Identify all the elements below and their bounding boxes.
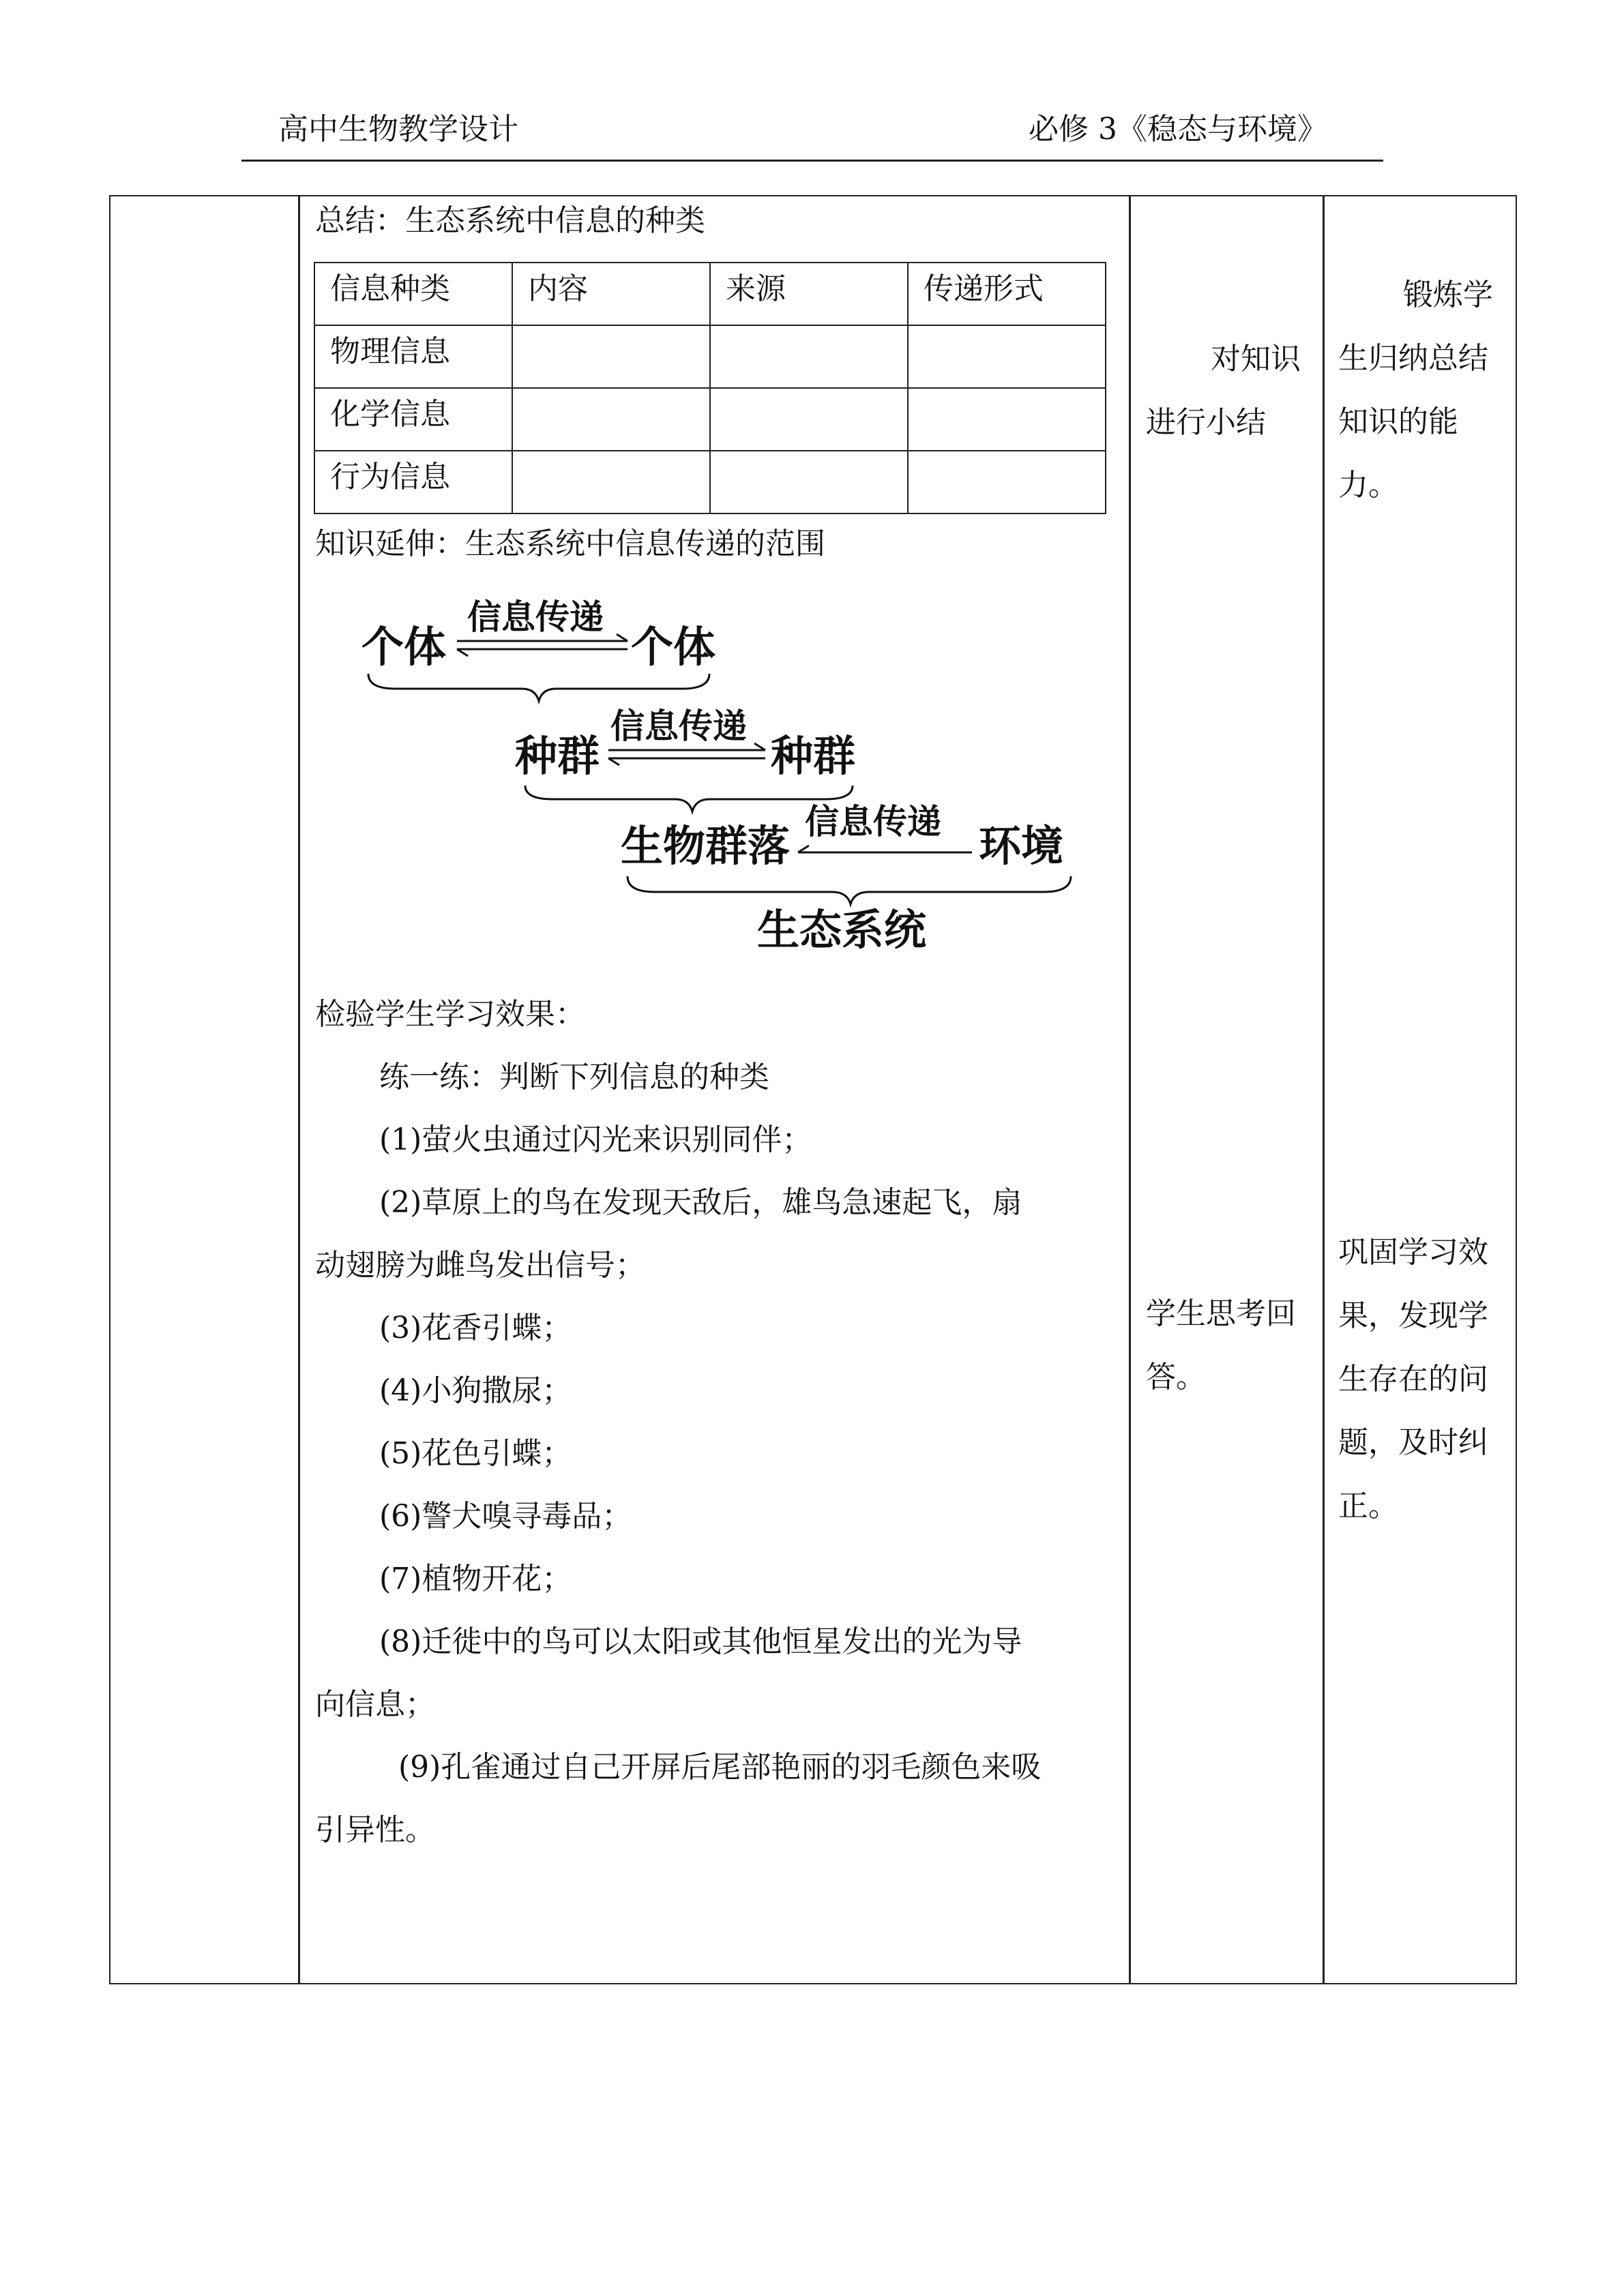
table-cell [512,325,710,388]
column-divider-1 [298,195,300,1984]
practice-item: 向信息； [315,1687,435,1722]
single-arrow-icon [798,846,972,852]
practice-item: (4)小狗撒尿； [379,1373,572,1408]
diagram-row3-arrow-label: 信息传递 [805,802,941,841]
double-arrow-icon [457,634,628,656]
diagram-row2-arrow-label: 信息传递 [610,706,747,746]
diagram-row2-right: 种群 [771,731,856,781]
diagram-row3-left: 生物群落 [621,821,791,871]
diagram-row1-arrow-label: 信息传递 [467,597,604,637]
table-cell [512,388,710,451]
practice-item: (2)草原上的鸟在发现天敌后，雄鸟急速起飞，扇 [379,1185,1022,1220]
table-header-row [314,263,1106,325]
table-cell [710,325,908,388]
column-divider-3 [1323,195,1325,1984]
header-right-title: 必修 3《稳态与环境》 [1029,112,1327,147]
practice-item: (9)孔雀通过自己开屏后尾部艳丽的羽毛颜色来吸 [398,1750,1042,1785]
practice-intro: 检验学生学习效果： [315,997,585,1032]
header-left-title: 高中生物教学设计 [278,112,518,147]
table-header-cell: 来源 [710,263,908,325]
info-types-table [314,262,1106,514]
table-cell: 行为信息 [314,451,512,513]
student-activity-answer: 学生思考回 答。 [1146,1296,1296,1395]
diagram-bottom-label: 生态系统 [757,905,927,955]
extension-title: 知识延伸：生态系统中信息传递的范围 [315,526,825,561]
student-activity-summary: 对知识 进行小结 [1146,342,1301,440]
table-row [314,388,1106,451]
table-header-cell: 传递形式 [908,263,1106,325]
table-cell [512,451,710,513]
table-row [314,451,1106,513]
double-arrow-icon [608,743,765,765]
info-transfer-diagram [355,586,1112,968]
practice-item: (7)植物开花； [379,1562,572,1596]
table-cell [908,451,1106,513]
table-row [314,325,1106,388]
table-cell [710,451,908,513]
brace-icon [368,674,709,701]
table-cell [710,388,908,451]
table-cell: 物理信息 [314,325,512,388]
diagram-row3-right: 环境 [979,821,1064,871]
practice-item: (6)警犬嗅寻毒品； [379,1499,632,1534]
practice-item: (5)花色引蝶； [379,1436,572,1471]
table-cell [908,325,1106,388]
table-cell [908,388,1106,451]
practice-item: (8)迁徙中的鸟可以太阳或其他恒星发出的光为导 [379,1624,1022,1659]
practice-item: (3)花香引蝶； [379,1311,572,1345]
header-rule [241,160,1383,162]
practice-title: 练一练：判断下列信息的种类 [379,1060,769,1094]
diagram-row1-left: 个体 [361,622,447,672]
practice-item: (1)萤火虫通过闪光来识别同伴； [379,1122,812,1157]
table-header-cell: 内容 [512,263,710,325]
table-header-cell: 信息种类 [314,263,512,325]
design-intent-summary: 锻炼学 生归纳总结 知识的能 力。 [1338,278,1493,503]
column-divider-2 [1129,195,1131,1984]
practice-item: 动翅膀为雌鸟发出信号； [315,1248,645,1283]
diagram-row1-right: 个体 [631,622,716,672]
design-intent-practice: 巩固学习效 果，发现学 生存在的问 题，及时纠 正。 [1338,1235,1488,1523]
summary-title: 总结：生态系统中信息的种类 [315,203,705,238]
practice-item: 引异性。 [315,1813,435,1847]
diagram-row2-left: 种群 [515,731,600,781]
brace-icon [525,786,853,811]
table-cell: 化学信息 [314,388,512,451]
brace-icon [628,876,1071,904]
